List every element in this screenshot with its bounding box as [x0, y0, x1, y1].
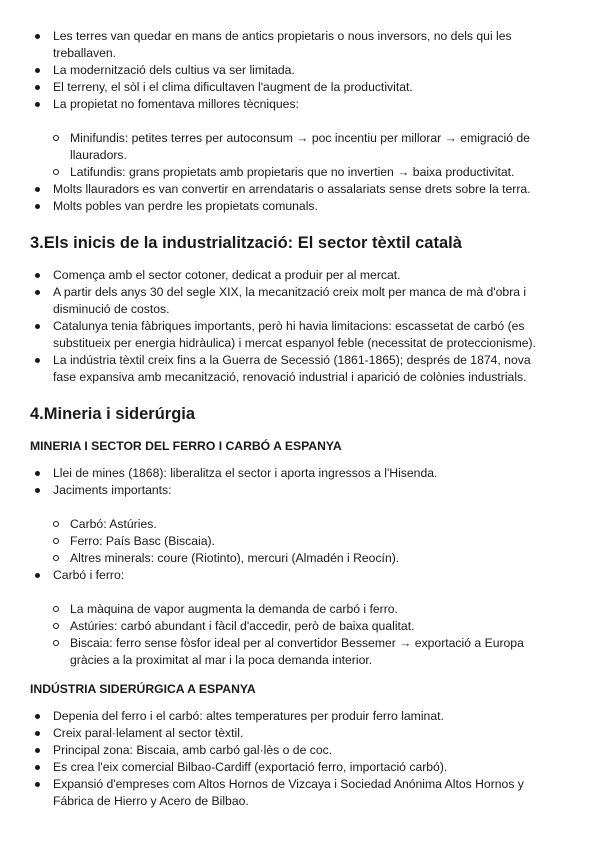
- steel-subheading: INDÚSTRIA SIDERÚRGICA A ESPANYA: [30, 682, 256, 696]
- list-item: Comença amb el sector cotoner, dedicat a produir per al mercat.: [30, 267, 556, 284]
- list-item: La indústria tèxtil creix fins a la Guerra de Secessió (1861-1865); després de 1874, nova fase expansiva amb mecanització, renovació industrial i aparició de colònies industrials.: [30, 352, 556, 386]
- sublist-item: Ferro: País Basc (Biscaia).: [30, 533, 556, 550]
- deposits-sublist: [30, 516, 556, 567]
- list-item-text: Jaciments importants:: [53, 483, 172, 497]
- mining-subheading: MINERIA I SECTOR DEL FERRO I CARBÓ A ESPANYA: [30, 439, 342, 453]
- list-item: A partir dels anys 30 del segle XIX, la mecanització creix molt per manca de mà d'obra i disminució de costos.: [30, 284, 556, 318]
- sublist-item: Latifundis: grans propietats amb propietaris que no invertien → baixa productivitat.: [30, 164, 556, 181]
- list-item: [30, 567, 556, 669]
- list-item-text: Carbó i ferro:: [53, 568, 125, 582]
- list-item: El terreny, el sòl i el clima dificultaven l'augment de la productivitat.: [30, 79, 556, 96]
- mining-list: [30, 465, 556, 669]
- section-3-heading: 3.Els inicis de la industrialització: El sector tèxtil català: [30, 234, 462, 252]
- sublist-item: Astúries: carbó abundant i fàcil d'accedir, però de baixa qualitat.: [30, 618, 556, 635]
- list-item: Molts llauradors es van convertir en arrendataris o assalariats sense drets sobre la terra.: [30, 181, 556, 198]
- list-item: Llei de mines (1868): liberalitza el sector i aporta ingressos a l'Hisenda.: [30, 465, 556, 482]
- list-item: Catalunya tenia fàbriques importants, però hi havia limitacions: escassetat de carbó (es substitueix per energia hidràulica) i mercat espanyol feble (necessitat de proteccionisme).: [30, 318, 556, 352]
- list-item: Expansió d'empreses com Altos Hornos de Vizcaya i Sociedad Anónima Altos Hornos y Fábrica de Hierro y Acero de Bilbao.: [30, 776, 556, 810]
- textile-sector-list: [30, 267, 556, 386]
- sublist-item: Minifundis: petites terres per autoconsum → poc incentiu per millorar → emigració de llauradors.: [30, 130, 556, 164]
- property-sublist: [30, 130, 556, 181]
- list-item: La modernització dels cultius va ser limitada.: [30, 62, 556, 79]
- list-item: [30, 96, 556, 181]
- section-4-heading: 4.Mineria i siderúrgia: [30, 405, 196, 423]
- list-item: Molts pobles van perdre les propietats comunals.: [30, 198, 556, 215]
- list-item: Creix paral·lelament al sector tèxtil.: [30, 725, 556, 742]
- sublist-item: Biscaia: ferro sense fòsfor ideal per al convertidor Bessemer → exportació a Europa gràcies a la proximitat al mar i la poca demanda interior.: [30, 635, 556, 669]
- sublist-item: Altres minerals: coure (Riotinto), mercuri (Almadén i Reocín).: [30, 550, 556, 567]
- list-item: Les terres van quedar en mans de antics propietaris o nous inversors, no dels qui les treballaven.: [30, 28, 556, 62]
- list-item: [30, 482, 556, 567]
- list-item: Principal zona: Biscaia, amb carbó gal·lès o de coc.: [30, 742, 556, 759]
- steel-industry-list: [30, 708, 556, 810]
- list-item: Es crea l'eix comercial Bilbao-Cardiff (exportació ferro, importació carbó).: [30, 759, 556, 776]
- sublist-item: La màquina de vapor augmenta la demanda de carbó i ferro.: [30, 601, 556, 618]
- list-item-text: La propietat no fomentava millores tècniques:: [53, 97, 299, 111]
- sublist-item: Carbó: Astúries.: [30, 516, 556, 533]
- list-item: Depenia del ferro i el carbó: altes temperatures per produir ferro laminat.: [30, 708, 556, 725]
- agrarian-reform-list: [30, 28, 556, 215]
- coal-iron-sublist: [30, 601, 556, 669]
